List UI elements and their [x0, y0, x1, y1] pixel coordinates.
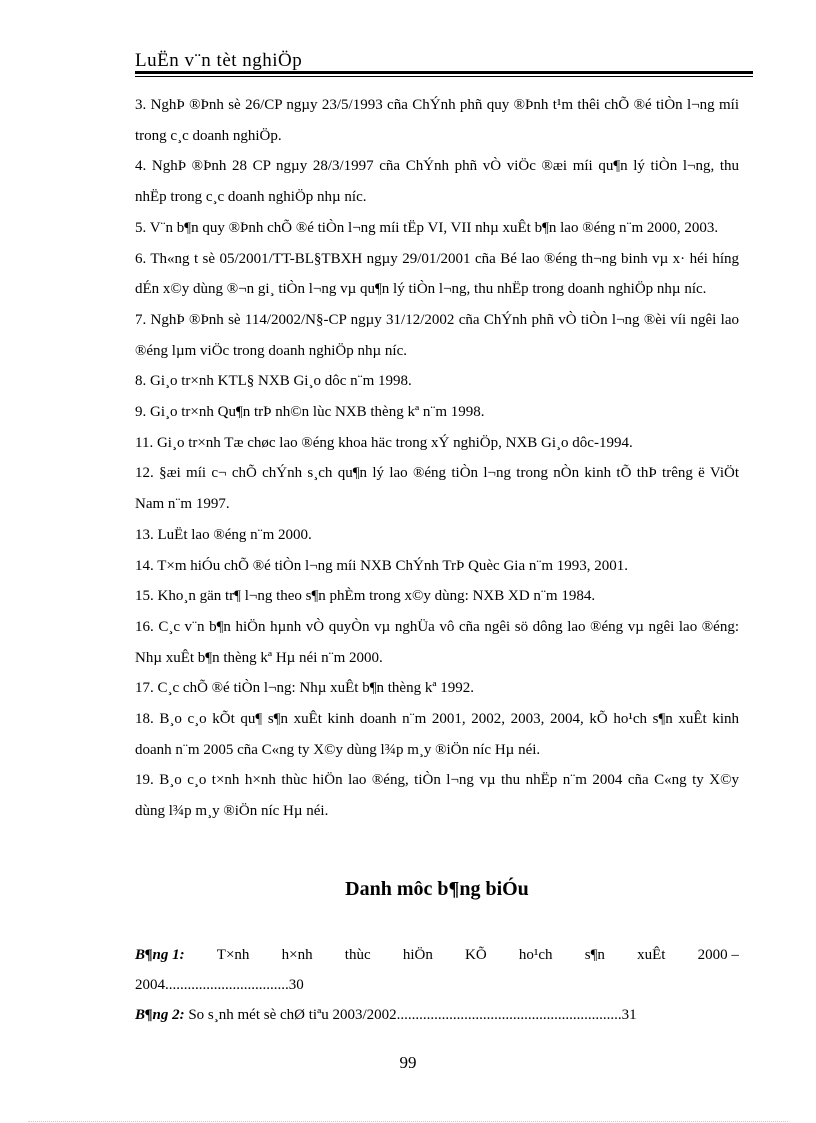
reference-item: 18. B¸o c¸o kÕt qu¶ s¶n xuÊt kinh doanh n¨m 2001, 2002, 2003, 2004, kÕ ho¹ch s¶n xuÊt kinh doanh n¨m 2005 cña C«ng ty X©y dùng l¾p m¸y ®iÖn níc Hµ néi.: [135, 711, 739, 758]
running-header: LuËn v¨n tèt nghiÖp: [135, 50, 303, 71]
reference-item: 4. NghÞ ®Þnh 28 CP ngµy 28/3/1997 cña ChÝnh phñ vÒ viÖc ®æi míi qu¶n lý tiÒn l¬ng, thu nhËp trong c¸c doanh nghiÖp nhµ níc.: [135, 158, 739, 206]
table-entry: [135, 1000, 739, 1030]
table-title-word: ho¹ch: [518, 947, 553, 963]
reference-item: 7. NghÞ ®Þnh sè 114/2002/N§-CP ngµy 31/12/2002 cña ChÝnh phñ vÒ tiÒn l¬ng ®èi víi ngêi lao ®éng lµm viÖc trong doanh nghiÖp nhµ níc.: [135, 311, 739, 359]
reference-item: 12. §æi míi c¬ chÕ chÝnh s¸ch qu¶n lý lao ®éng tiÒn l¬ng trong nÒn kinh tÕ thÞ trêng ë ViÖt Nam n¨m 1997.: [135, 465, 739, 513]
reference-item: 16. C¸c v¨n b¶n hiÖn hµnh vÒ quyÒn vµ nghÜa vô cña ngêi sö dông lao ®éng vµ ngêi lao ®éng: Nhµ xuÊt b¶n thèng kª Hµ néi n¨m 2000.: [135, 618, 739, 666]
table-title-word: thùc: [344, 947, 371, 963]
reference-item: 9. Gi¸o tr×nh Qu¶n trÞ nh©n lùc NXB thèng kª n¨m 1998.: [135, 404, 485, 421]
reference-item: 17. C¸c chÕ ®é tiÒn l¬ng: Nhµ xuÊt b¶n thèng kª 1992.: [135, 680, 474, 697]
header-rule-thick: [135, 71, 753, 74]
header-rule-thin: [135, 76, 753, 77]
table-title-word: h×nh: [281, 947, 313, 963]
reference-item: 3. NghÞ ®Þnh sè 26/CP ngµy 23/5/1993 cña ChÝnh phñ quy ®Þnh t¹m thêi chÕ ®é tiÒn l¬ng míi trong c¸c doanh nghiÖp.: [135, 97, 739, 144]
page-number: 99: [399, 1053, 417, 1072]
reference-item: 15. Kho¸n gän tr¶ l¬ng theo s¶n phÈm trong x©y dùng: NXB XD n¨m 1984.: [135, 588, 596, 605]
section-title: Danh môc b¶ng biÓu: [345, 878, 529, 900]
table-label: B¶ng 2:: [135, 1007, 185, 1023]
table-title-word: hiÖn: [402, 947, 433, 963]
table-title-word: xuÊt: [637, 947, 666, 963]
reference-item: 19. B¸o c¸o t×nh h×nh thùc hiÖn lao ®éng, tiÒn l¬ng vµ thu nhËp n¨m 2004 cña C«ng ty X©y dùng l¾p m¸y ®iÖn níc Hµ néi.: [135, 772, 739, 820]
reference-item: 11. Gi¸o tr×nh Tæ chøc lao ®éng khoa häc trong xÝ nghiÖp, NXB Gi¸o dôc-1994.: [135, 434, 633, 451]
reference-item: 6. Th«ng t sè 05/2001/TT-BL§TBXH ngµy 29/01/2001 cña Bé lao ®éng th¬ng binh vµ x· héi híng dÉn x©y dùng ®¬n gi¸ tiÒn l¬ng vµ qu¶n lý tiÒn l¬ng, thu nhËp trong doanh nghiÖp nhµ níc.: [135, 250, 739, 298]
reference-item: 8. Gi¸o tr×nh KTL§ NXB Gi¸o dôc n¨m 1998.: [135, 373, 412, 390]
table-entry-continuation: 2004.................................30: [135, 977, 304, 993]
table-entry: [135, 940, 739, 970]
table-title-word: 2000 –: [697, 947, 739, 963]
table-title-word: KÕ: [465, 947, 487, 963]
reference-item: 5. V¨n b¶n quy ®Þnh chÕ ®é tiÒn l¬ng míi tËp VI, VII nhµ xuÊt b¶n lao ®éng n¨m 2000, 2003.: [135, 219, 719, 236]
table-title: So s¸nh mét sè chØ tiªu 2003/2002............................................................31: [188, 1007, 637, 1023]
table-label: B¶ng 1:: [135, 947, 185, 963]
reference-item: 13. LuËt lao ®éng n¨m 2000.: [135, 526, 312, 543]
table-title-word: T×nh: [216, 947, 250, 963]
page-bottom-border: [28, 1121, 788, 1122]
table-list: [135, 940, 739, 1030]
reference-item: 14. T×m hiÓu chÕ ®é tiÒn l¬ng míi NXB ChÝnh TrÞ Quèc Gia n¨m 1993, 2001.: [135, 557, 629, 574]
reference-list: [135, 90, 739, 827]
table-title-word: s¶n: [584, 947, 605, 963]
